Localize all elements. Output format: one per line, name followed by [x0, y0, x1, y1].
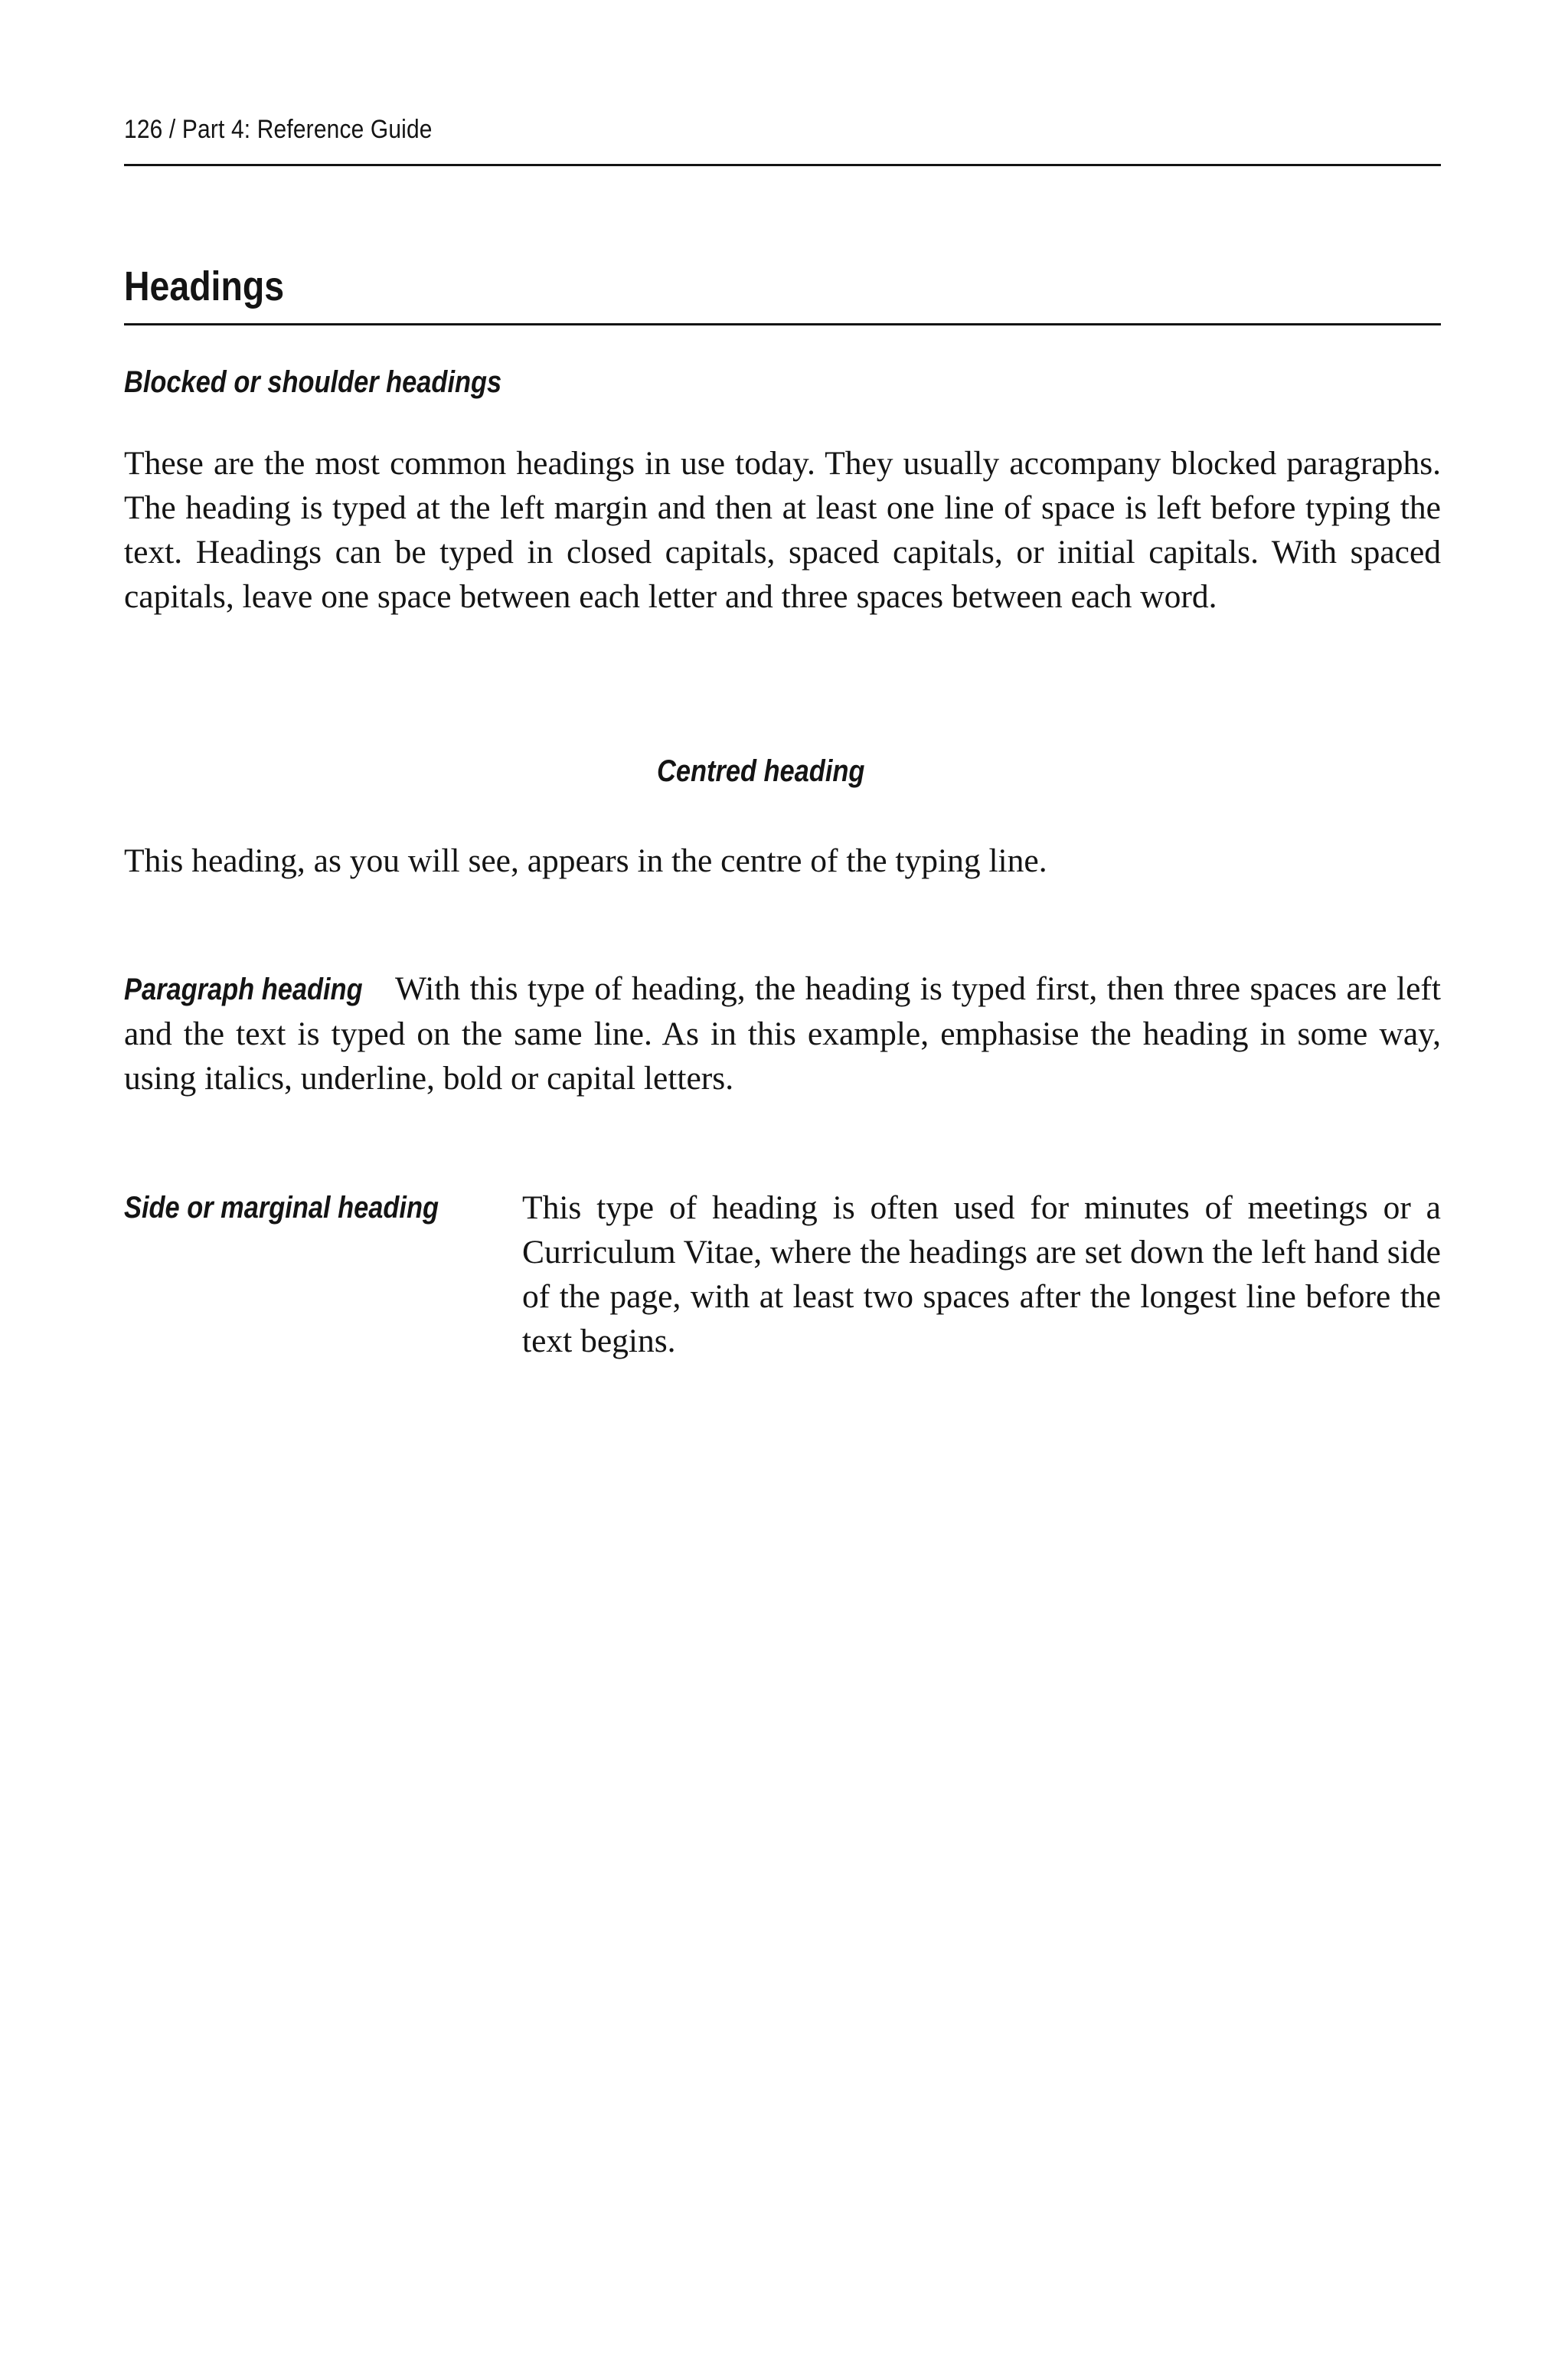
blocked-heading: Blocked or shoulder headings [124, 365, 502, 399]
side-heading-text: This type of heading is often used for minutes of meetings or a Curriculum Vitae, where the headings are set down the left hand side of the page, with at least two spaces after the longest line before the text begins. [522, 1189, 1441, 1359]
paragraph-heading-example [124, 966, 1441, 1100]
paragraph-heading: Paragraph heading [124, 973, 363, 1006]
running-header: 126 / Part 4: Reference Guide [124, 115, 433, 144]
centred-heading: Centred heading [657, 754, 865, 788]
centred-paragraph: This heading, as you will see, appears in the centre of the typing line. [124, 842, 1047, 879]
header-rule [124, 164, 1441, 166]
section-title: Headings [124, 263, 285, 309]
side-heading: Side or marginal heading [124, 1191, 439, 1225]
blocked-paragraph: These are the most common headings in use today. They usually accompany blocked paragraphs. The heading is typed at the left margin and then at least one line of space is left before typing the text. Headings can be typed in closed capitals, spaced capitals, or initial capitals. With spaced capitals, leave one space between each letter and three spaces between each word. [124, 445, 1441, 615]
section-rule [124, 323, 1441, 325]
paragraph-heading-text: With this type of heading, the heading is typed first, then three spaces are left and the text is typed on the same line. As in this example, emphasise the heading in some way, using italics, underline, bold or capital letters. [124, 970, 1441, 1097]
